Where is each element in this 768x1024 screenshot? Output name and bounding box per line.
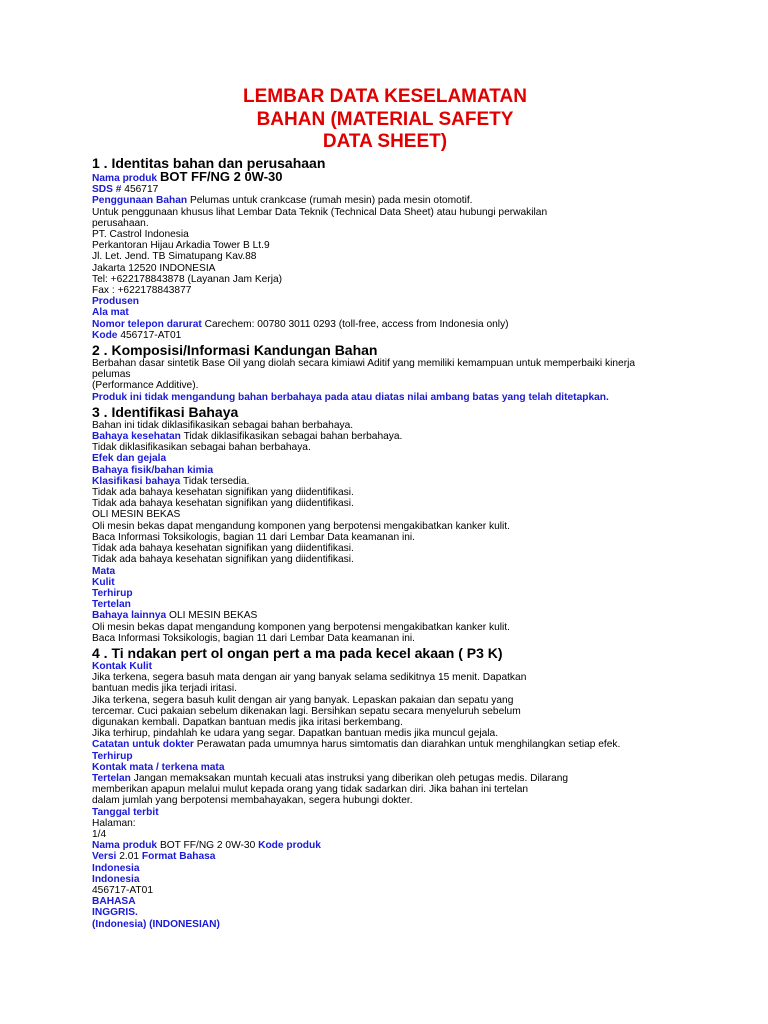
footer-product-label: Nama produk (92, 840, 158, 852)
hazard-text: Tidak ada bahaya kesehatan signifikan yang diidentifikasi. (92, 487, 354, 499)
ingested-label: Tertelan (92, 599, 131, 611)
first-aid-text: bantuan medis jika terjadi iritasi. (92, 683, 237, 695)
sds-value: 456717 (124, 184, 159, 196)
sds-label: SDS # (92, 184, 122, 196)
classification-label: Klasifikasi bahaya (92, 475, 181, 487)
effects-label: Efek dan gejala (92, 453, 167, 465)
issue-date-label: Tanggal terbit (92, 806, 159, 818)
producer-label: Produsen (92, 296, 139, 308)
first-aid-text: Jika terkena, segera basuh kulit dengan air yang banyak. Lepaskan pakaian dan sepatu yang (92, 694, 514, 706)
first-aid-text: tercemar. Cuci pakaian sebelum dikenakan lagi. Bersihkan sepatu secara menyeluruh sebelum (92, 705, 521, 717)
hazard-text: OLI MESIN BEKAS (92, 509, 181, 521)
special-use-text: Untuk penggunaan khusus lihat Lembar Data Teknik (Technical Data Sheet) atau hubungi perwakilan (92, 206, 548, 218)
other-hazard-value: OLI MESIN BEKAS (169, 610, 258, 622)
composition-text: Berbahan dasar sintetik Base Oil yang diolah secara kimiawi Aditif yang memiliki kemampuan untuk memperbaiki kinerja (92, 358, 636, 370)
first-aid-text: Jika terhirup, pindahlah ke udara yang segar. Dapatkan bantuan medis jika muncul gejala. (92, 728, 499, 740)
sds-row (92, 184, 652, 195)
first-aid-text: Jika terkena, segera basuh mata dengan air yang banyak selama sedikitnya 15 menit. Dapatkan (92, 672, 527, 684)
other-hazard-label: Bahaya lainnya (92, 610, 167, 622)
title-line-3: DATA SHEET) (322, 131, 448, 152)
emergency-phone-row (92, 319, 652, 330)
title-line-1: LEMBAR DATA KESELAMATAN (243, 86, 527, 107)
inhaled-label: Terhirup (92, 587, 133, 599)
inggris-label: INGGRIS. (92, 907, 138, 919)
title-line-2: BAHAN (MATERIAL SAFETY (256, 108, 514, 130)
page-label: Halaman: (92, 817, 136, 829)
hazard-text: Bahan ini tidak diklasifikasikan sebagai bahan berbahaya. (92, 419, 354, 431)
product-name-value: BOT FF/NG 2 0W-30 (159, 169, 283, 184)
composition-note: Produk ini tidak mengandung bahan berbahaya pada atau diatas nilai ambang batas yang telah ditetapkan. (92, 391, 609, 403)
ingested-value: Jangan memaksakan muntah kecuali atas instruksi yang diberikan oleh petugas medis. Dilarang (133, 772, 569, 784)
address-line: Tel: +622178843878 (Layanan Jam Kerja) (92, 273, 283, 285)
code-label: Kode (92, 329, 118, 341)
usage-label: Penggunaan Bahan (92, 195, 188, 207)
document-body (92, 154, 652, 930)
section-3-heading: 3 . Identifikasi Bahaya (92, 403, 239, 420)
health-hazard-row (92, 431, 652, 442)
address-line: PT. Castrol Indonesia (92, 229, 189, 241)
composition-text: pelumas (92, 369, 131, 381)
document-title (0, 86, 768, 154)
hazard-text: Oli mesin bekas dapat mengandung komponen yang berpotensi mengakibatkan kanker kulit. (92, 520, 510, 532)
code-value: 456717-AT01 (120, 329, 182, 341)
product-name-row (92, 171, 652, 184)
hazard-text: Tidak ada bahaya kesehatan signifikan yang diidentifikasi. (92, 498, 354, 510)
skin-label: Kulit (92, 576, 115, 588)
footer-product-value: BOT FF/NG 2 0W-30 (159, 840, 256, 852)
usage-row (92, 195, 652, 206)
page-number: 1/4 (92, 828, 107, 840)
footer-code-label: Kode produk (258, 840, 321, 852)
doctor-note-label: Catatan untuk dokter (92, 739, 194, 751)
hazard-text: Oli mesin bekas dapat mengandung komponen yang berpotensi mengakibatkan kanker kulit. (92, 621, 510, 633)
language-label: Indonesia (92, 873, 140, 885)
inhaled-label: Terhirup (92, 750, 133, 762)
country-label: Indonesia (92, 862, 140, 874)
indonesian-label: (Indonesia) (INDONESIAN) (92, 918, 220, 930)
hazard-text: Baca Informasi Toksikologis, bagian 11 dari Lembar Data keamanan ini. (92, 632, 415, 644)
version-value: 2.01 (119, 851, 140, 863)
company-text: perusahaan. (92, 217, 149, 229)
code-row (92, 330, 652, 341)
section-1-heading: 1 . Identitas bahan dan perusahaan (92, 155, 326, 171)
first-aid-text: memberikan apapun melalui mulut kepada orang yang tidak sadarkan diri. Jika bahan ini tertelan (92, 784, 529, 796)
section-4-heading: 4 . Ti ndakan pert ol ongan pert a ma pada kecel akaan ( P3 K) (92, 644, 503, 661)
footer-code-value: 456717-AT01 (92, 884, 153, 896)
section-2-heading: 2 . Komposisi/Informasi Kandungan Bahan (92, 342, 378, 359)
first-aid-text: digunakan kembali. Dapatkan bantuan medis jika iritasi berkembang. (92, 716, 403, 728)
eye-contact-label: Kontak mata / terkena mata (92, 761, 225, 773)
address-line: Fax : +622178843877 (92, 285, 192, 297)
language-format-label: Format Bahasa (141, 851, 216, 863)
hazard-text: Tidak ada bahaya kesehatan signifikan yang diidentifikasi. (92, 554, 354, 566)
doctor-note-value: Perawatan pada umumnya harus simtomatis dan diarahkan untuk menghilangkan setiap efek. (196, 739, 621, 751)
address-line: Perkantoran Hijau Arkadia Tower B Lt.9 (92, 240, 270, 252)
health-hazard-label: Bahaya kesehatan (92, 431, 181, 443)
bahasa-label: BAHASA (92, 896, 136, 908)
version-row (92, 851, 652, 862)
eye-label: Mata (92, 565, 116, 577)
address-label: Ala mat (92, 307, 129, 319)
ingested-label: Tertelan (92, 772, 131, 784)
skin-contact-label: Kontak Kulit (92, 660, 152, 672)
classification-row (92, 476, 652, 487)
composition-text: (Performance Additive). (92, 380, 199, 392)
hazard-text: Tidak ada bahaya kesehatan signifikan yang diidentifikasi. (92, 543, 354, 555)
other-hazard-row (92, 610, 652, 621)
address-line: Jl. Let. Jend. TB Simatupang Kav.88 (92, 251, 257, 263)
classification-value: Tidak tersedia. (183, 475, 250, 487)
emergency-phone-label: Nomor telepon darurat (92, 318, 202, 330)
product-name-label: Nama produk (92, 173, 158, 184)
doctor-note-row (92, 739, 652, 750)
health-hazard-value: Tidak diklasifikasikan sebagai bahan berbahaya. (183, 431, 403, 443)
address-line: Jakarta 12520 INDONESIA (92, 262, 216, 274)
usage-value: Pelumas untuk crankcase (rumah mesin) pada mesin otomotif. (189, 195, 473, 207)
hazard-text: Tidak diklasifikasikan sebagai bahan berbahaya. (92, 442, 311, 454)
footer-product-row (92, 840, 652, 851)
first-aid-text: dalam jumlah yang berpotensi membahayakan, segera hubungi dokter. (92, 795, 413, 807)
version-label: Versi (92, 851, 117, 863)
hazard-text: Baca Informasi Toksikologis, bagian 11 dari Lembar Data keamanan ini. (92, 531, 415, 543)
emergency-phone-value: Carechem: 00780 3011 0293 (toll-free, access from Indonesia only) (204, 318, 509, 330)
ingested-row (92, 773, 652, 784)
physical-hazard-label: Bahaya fisik/bahan kimia (92, 464, 214, 476)
